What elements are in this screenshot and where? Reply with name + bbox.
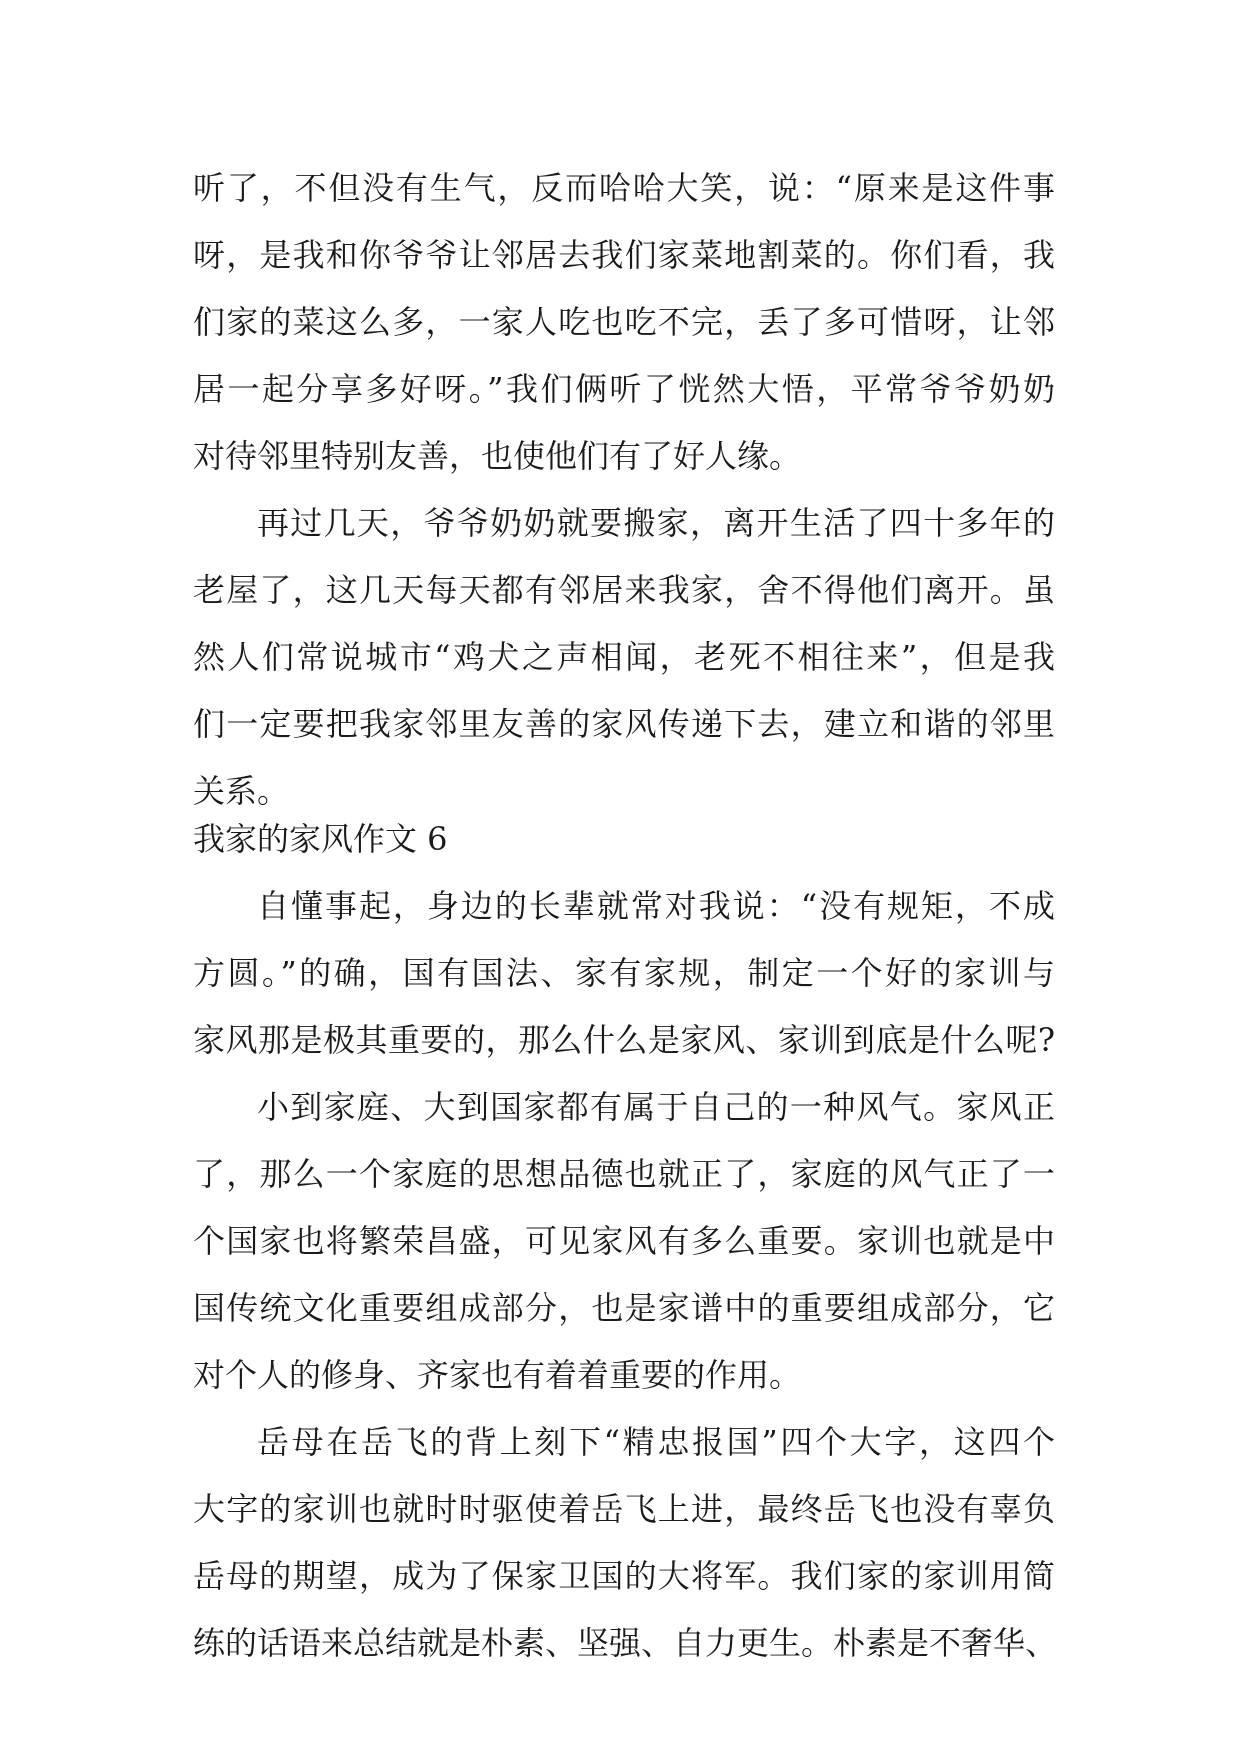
text-line: 自懂事起，身边的长辈就常对我说：“没有规矩，不成 (257, 887, 1055, 925)
text-line: 对个人的修身、齐家也有着着重要的作用。 (193, 1356, 802, 1394)
text-line: 方圆。”的确，国有国法、家有家规，制定一个好的家训与 (193, 954, 1055, 992)
text-line: 们一定要把我家邻里友善的家风传递下去，建立和谐的邻里 (193, 705, 1055, 743)
text-line: 练的话语来总结就是朴素、坚强、自力更生。朴素是不奢华、 (193, 1624, 1058, 1662)
text-line: 岳母的期望，成为了保家卫国的大将军。我们家的家训用简 (193, 1557, 1055, 1595)
text-line: 岳母在岳飞的背上刻下“精忠报国”四个大字，这四个 (257, 1423, 1055, 1461)
section-heading: 我家的家风作文 6 (193, 820, 448, 858)
text-line: 了，那么一个家庭的思想品德也就正了，家庭的风气正了一 (193, 1155, 1055, 1193)
text-line: 然人们常说城市“鸡犬之声相闻，老死不相往来”，但是我 (193, 638, 1055, 676)
text-line: 家风那是极其重要的，那么什么是家风、家训到底是什么呢? (193, 1021, 1055, 1059)
text-line: 听了，不但没有生气，反而哈哈大笑，说：“原来是这件事 (193, 169, 1055, 207)
text-section-1 (193, 155, 1055, 825)
text-line: 个国家也将繁荣昌盛，可见家风有多么重要。家训也就是中 (193, 1222, 1055, 1260)
text-line: 再过几天，爷爷奶奶就要搬家，离开生活了四十多年的 (257, 504, 1055, 542)
text-line: 呀，是我和你爷爷让邻居去我们家菜地割菜的。你们看，我 (193, 236, 1055, 274)
text-line: 关系。 (193, 772, 290, 810)
text-section-2 (193, 873, 1058, 1677)
text-line: 们家的菜这么多，一家人吃也吃不完，丢了多可惜呀，让邻 (193, 303, 1055, 341)
text-line: 老屋了，这几天每天都有邻居来我家，舍不得他们离开。虽 (193, 571, 1055, 609)
text-line: 对待邻里特别友善，也使他们有了好人缘。 (193, 437, 802, 475)
text-line: 国传统文化重要组成部分，也是家谱中的重要组成部分，它 (193, 1289, 1055, 1327)
text-line: 小到家庭、大到国家都有属于自己的一种风气。家风正 (257, 1088, 1055, 1126)
text-line: 大字的家训也就时时驱使着岳飞上进，最终岳飞也没有辜负 (193, 1490, 1055, 1528)
text-line: 居一起分享多好呀。”我们俩听了恍然大悟，平常爷爷奶奶 (193, 370, 1055, 408)
